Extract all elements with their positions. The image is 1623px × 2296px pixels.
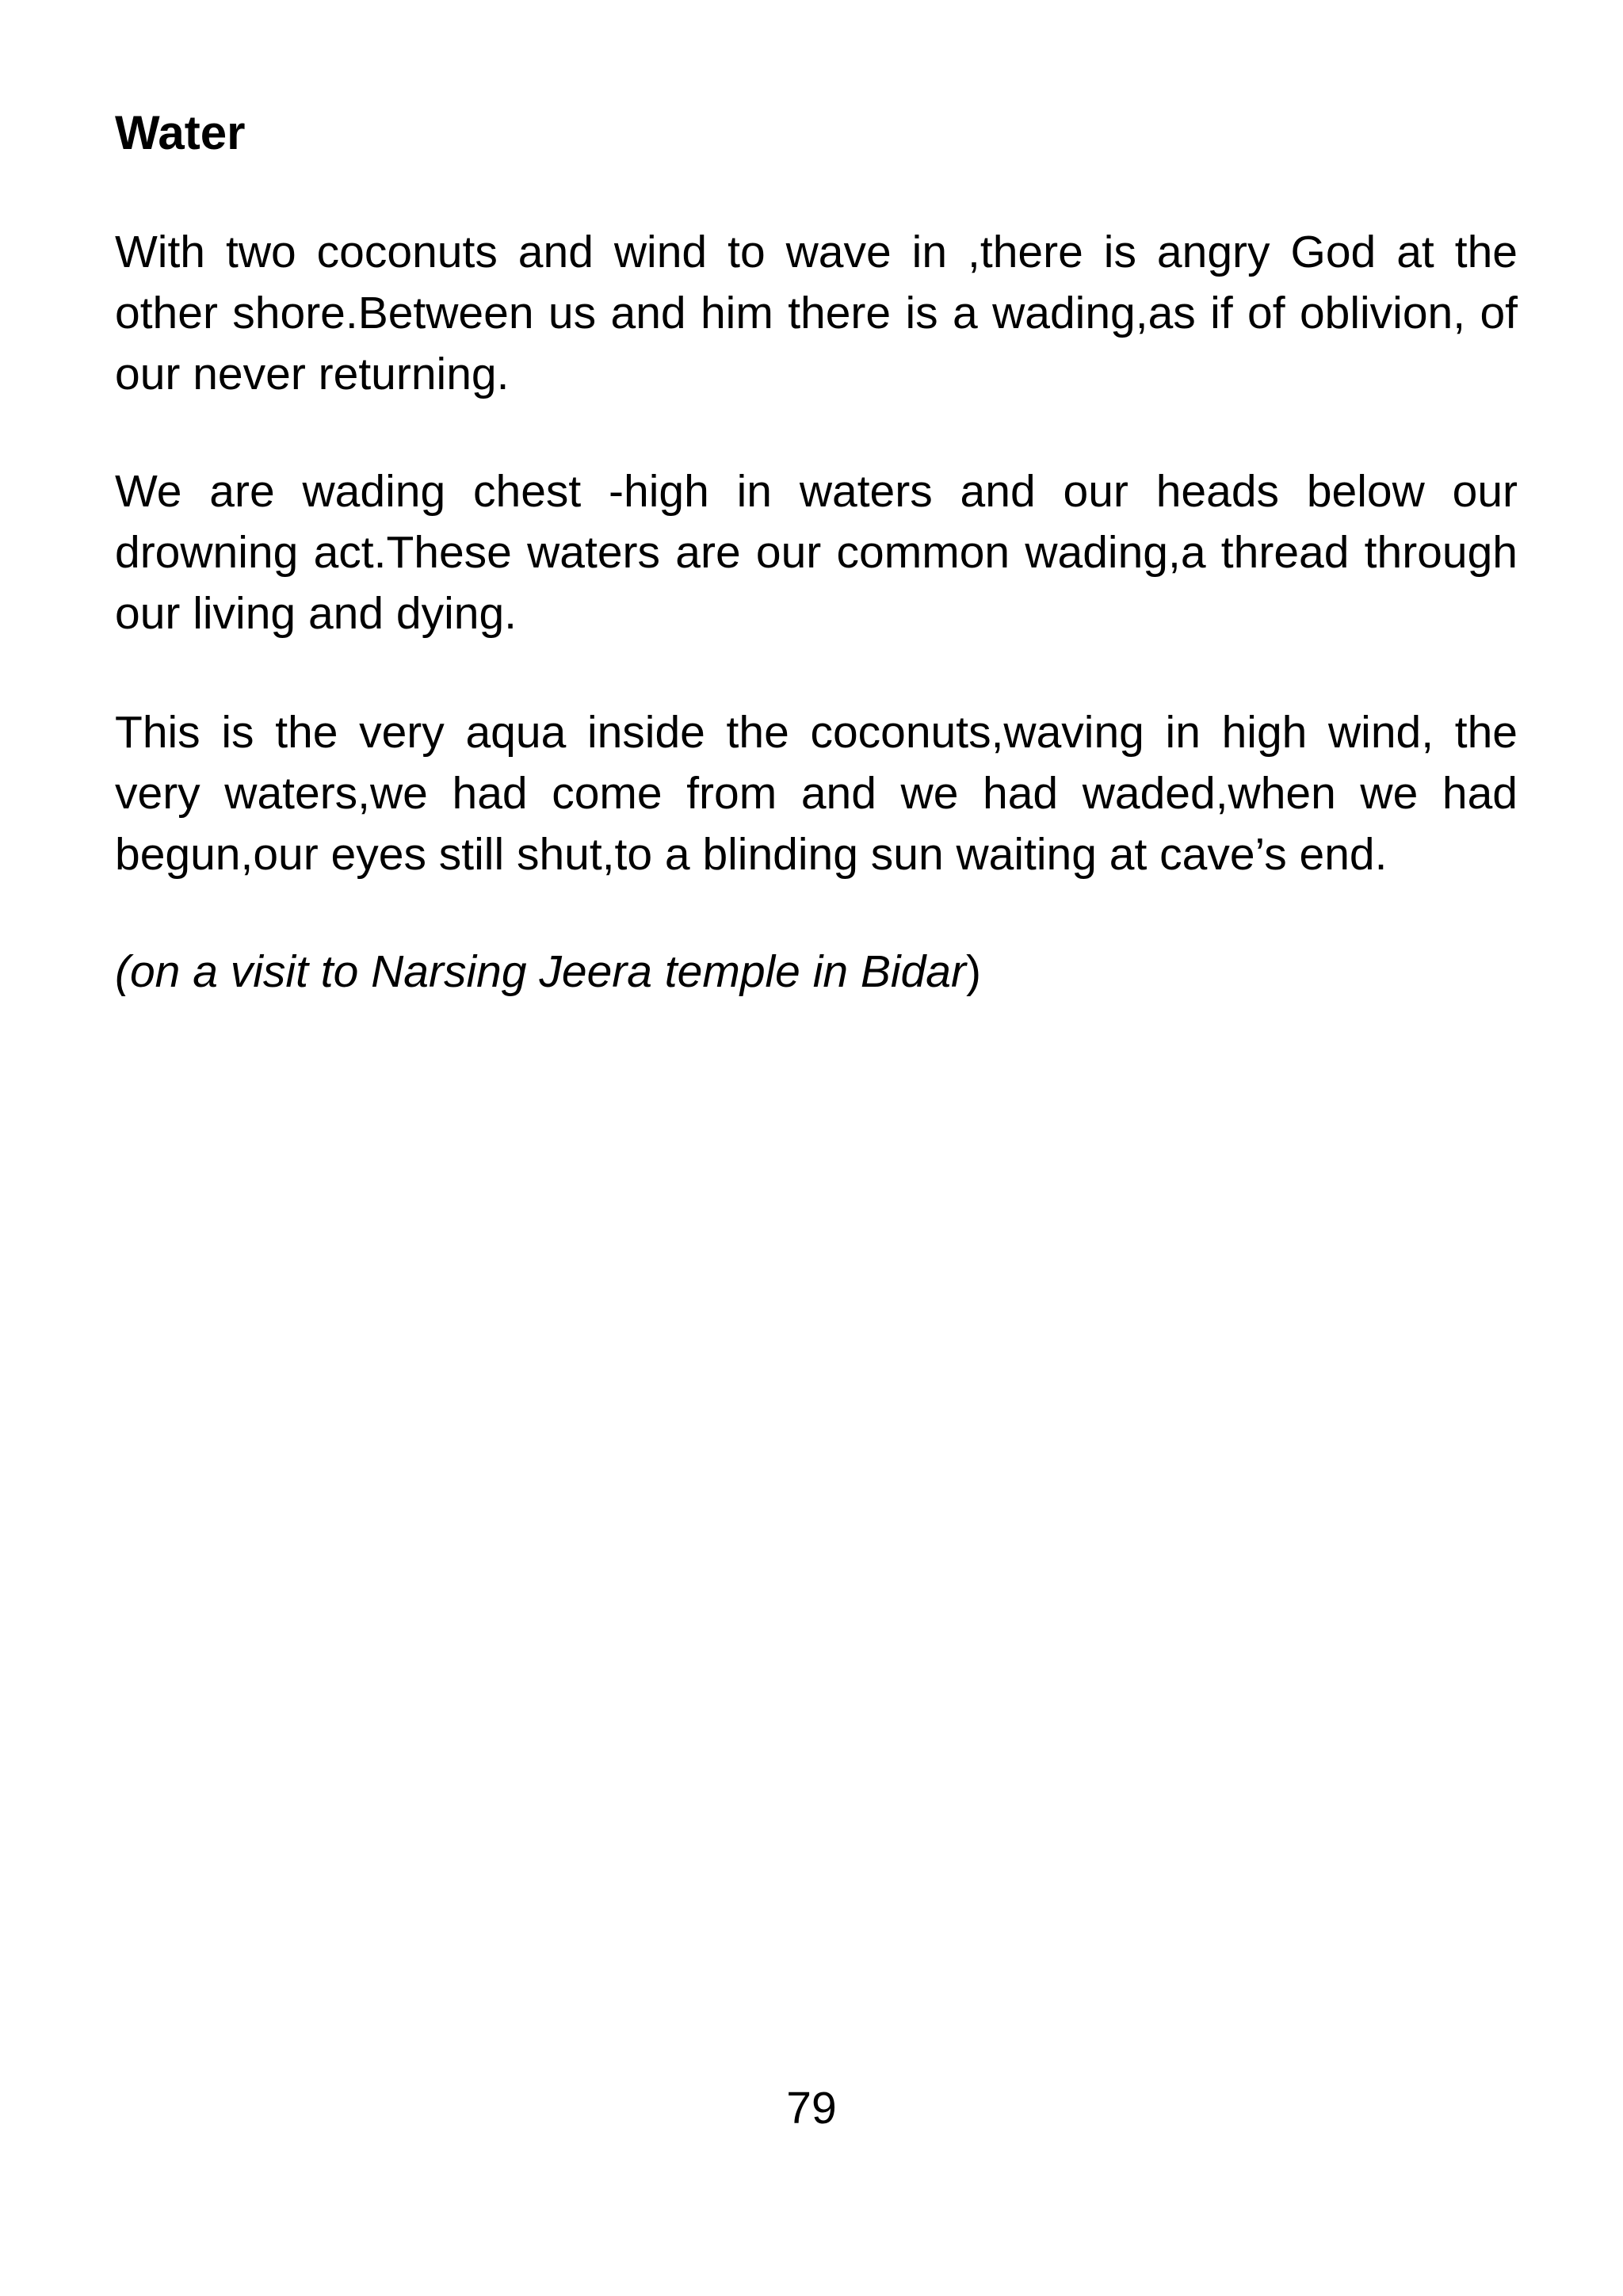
poem-paragraph-2: We are wading chest -high in waters and our heads below our drowning act.These waters are our common wading,a thread through our living and dying. (115, 466, 1518, 639)
poem-note-text: (on a visit to Narsing Jeera temple in Bidar (115, 946, 966, 997)
poem-note (115, 942, 981, 1003)
poem-note-close: ) (965, 946, 981, 997)
poem-paragraph-3: This is the very aqua inside the coconuts,waving in high wind, the very waters,we had come from and we had waded,when we had begun,our eyes still shut,to a blinding sun waiting at cave’s end. (115, 707, 1518, 880)
poem-paragraph-1: With two coconuts and wind to wave in ,there is angry God at the other shore.Between us and him there is a wading,as if of oblivion, of our never returning. (115, 227, 1518, 399)
page-number: 79 (786, 2083, 837, 2134)
poem-title: Water (115, 106, 246, 159)
